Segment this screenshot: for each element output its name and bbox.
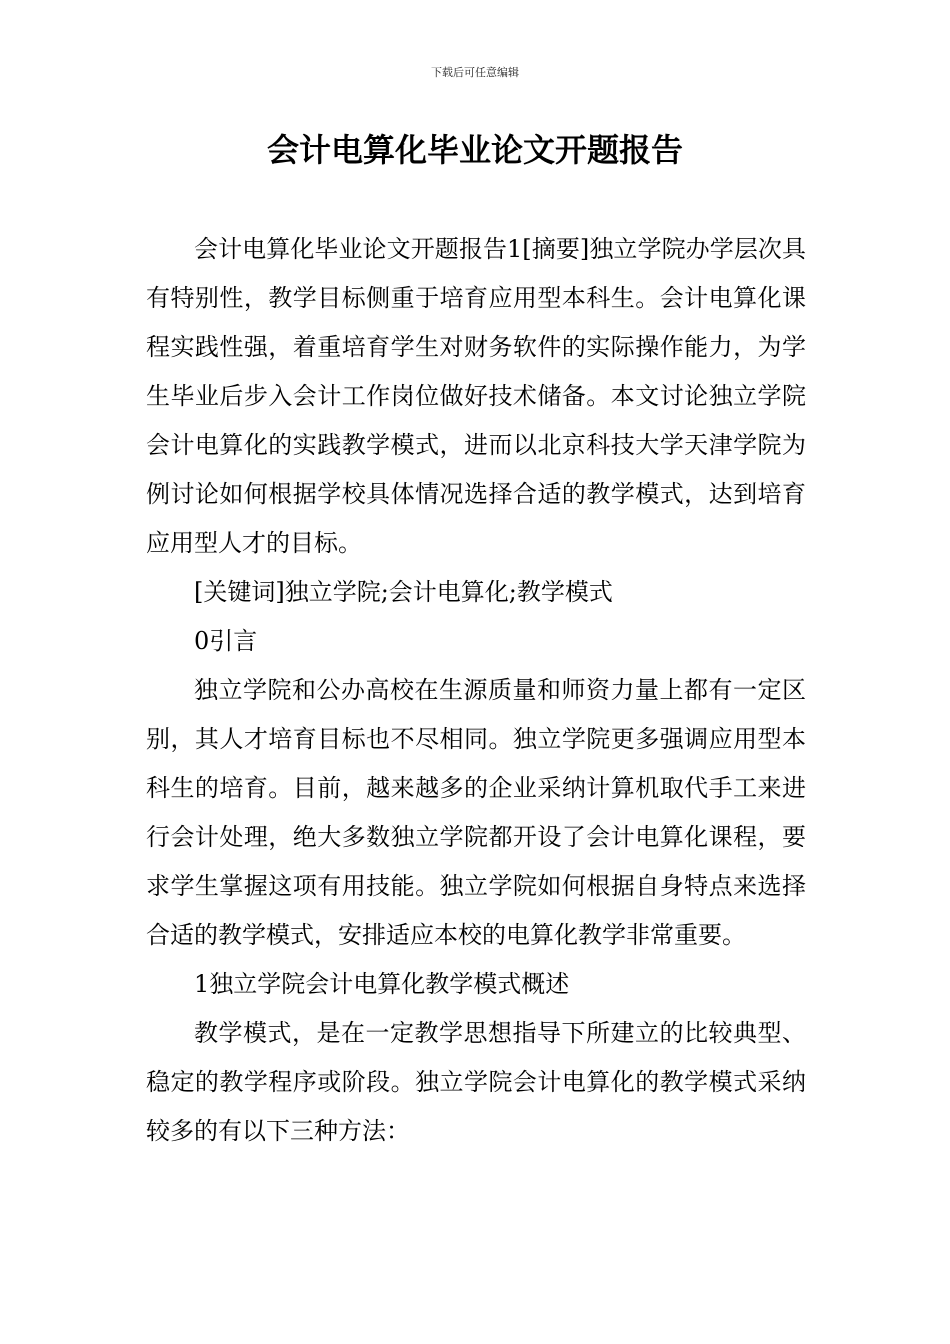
heading-section-1: 1独立学院会计电算化教学模式概述	[194, 970, 570, 998]
paragraph-abstract: 会计电算化毕业论文开题报告1[摘要]独立学院办学层次具有特别性，教学目标侧重于培育应用型本科生。会计电算化课程实践性强，着重培育学生对财务软件的实际操作能力，为学生毕业后步入会计工作岗位做好技术储备。本文讨论独立学院会计电算化的实践教学模式，进而以北京科技大学天津学院为例讨论如何根据学校具体情况选择合适的教学模式，达到培育应用型人才的目标。	[146, 235, 806, 557]
document-title: 会计电算化毕业论文开题报告	[266, 131, 683, 169]
paragraph-section-1: 教学模式，是在一定教学思想指导下所建立的比较典型、稳定的教学程序或阶段。独立学院会计电算化的教学模式采纳较多的有以下三种方法：	[146, 1019, 806, 1145]
document-body	[146, 225, 806, 1156]
paragraph-introduction: 独立学院和公办高校在生源质量和师资力量上都有一定区别，其人才培育目标也不尽相同。独立学院更多强调应用型本科生的培育。目前，越来越多的企业采纳计算机取代手工来进行会计处理，绝大多数独立学院都开设了会计电算化课程，要求学生掌握这项有用技能。独立学院如何根据自身特点来选择合适的教学模式，安排适应本校的电算化教学非常重要。	[146, 676, 806, 949]
header-note: 下载后可任意编辑	[431, 66, 519, 79]
heading-introduction: 0引言	[194, 627, 258, 655]
paragraph-keywords: [关键词]独立学院;会计电算化;教学模式	[194, 578, 613, 606]
